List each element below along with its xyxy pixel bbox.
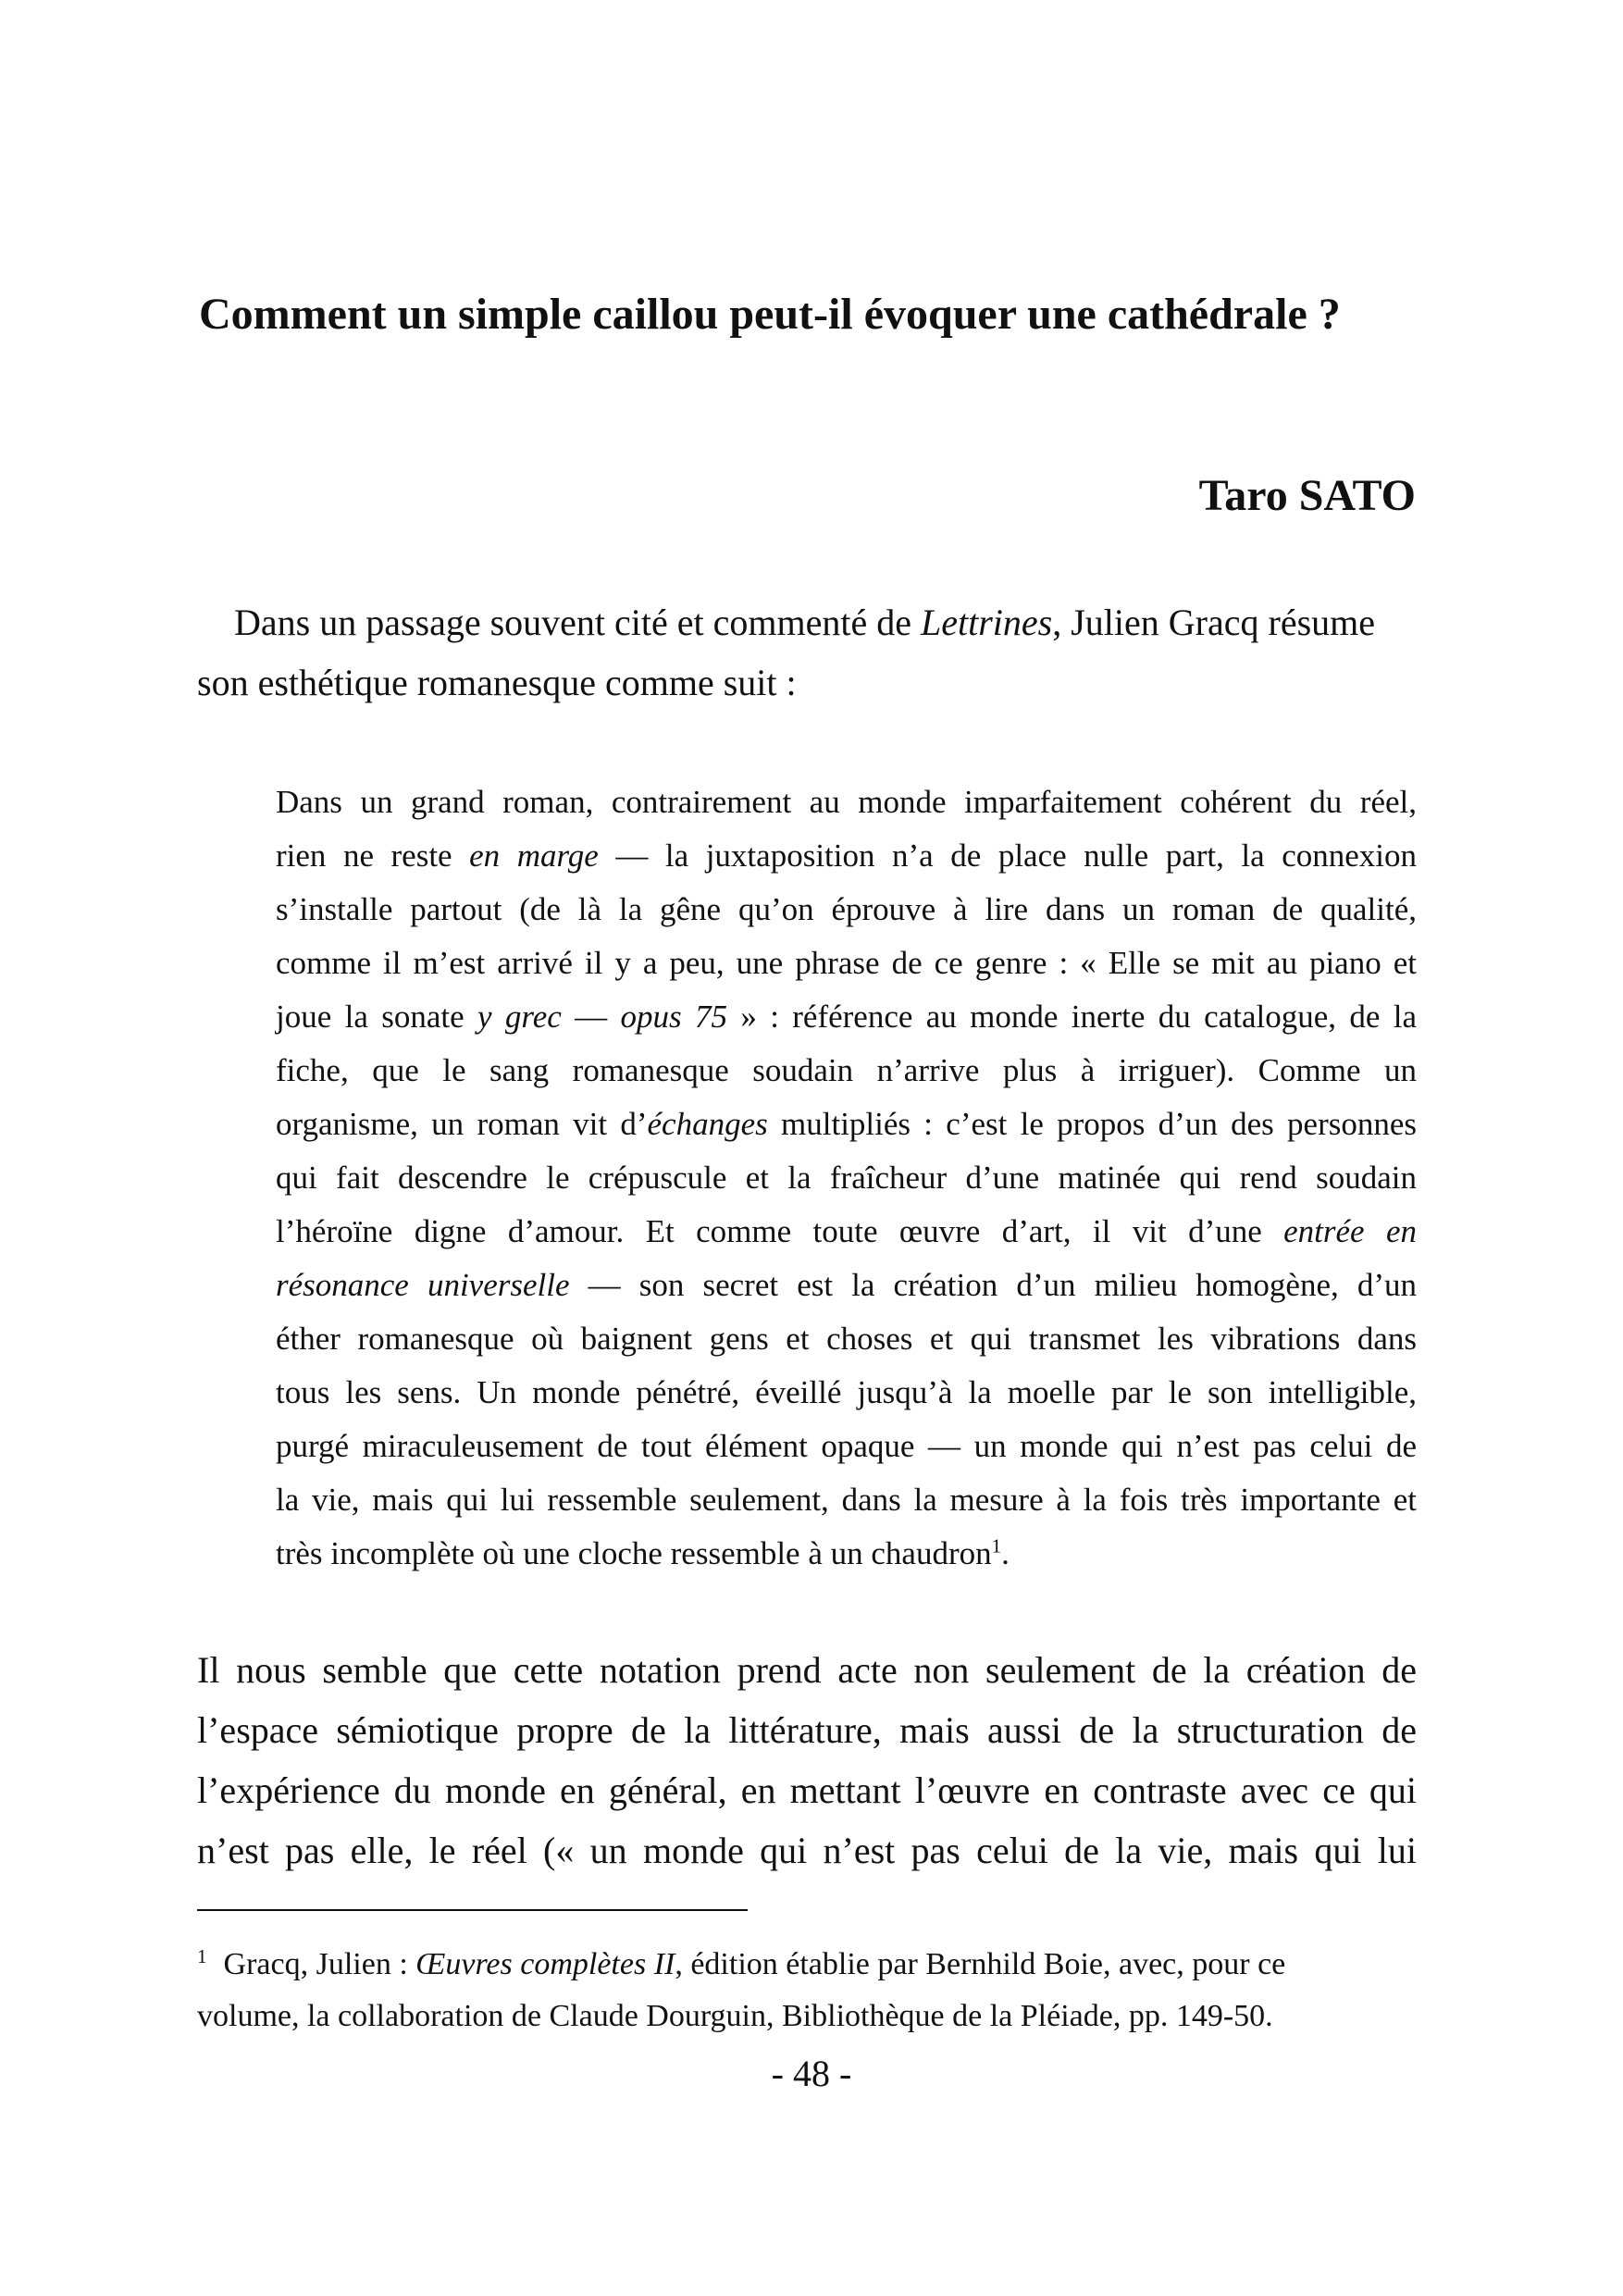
quote-line [276, 1205, 1417, 1259]
text-run: organisme, un roman vit d’ [276, 1106, 648, 1142]
quote-line [276, 1259, 1417, 1312]
italic-run: entrée en [1283, 1213, 1418, 1249]
text-run: , édition établie par Bernhild Boie, avec, pour ce [675, 1947, 1286, 1981]
quote-line: s’installe partout (de là la gêne qu’on éprouve à lire dans un roman de qualité, [276, 891, 1417, 927]
quote-line: purgé miraculeusement de tout élément opaque — un monde qui n’est pas celui de [276, 1428, 1417, 1464]
quote-line: fiche, que le sang romanesque soudain n’arrive plus à irriguer). Comme un [276, 1052, 1417, 1088]
quote-line [276, 1098, 1417, 1151]
text-run: — son secret est la création d’un milieu homogène, d’un [569, 1267, 1417, 1303]
body-line: Il nous semble que cette notation prend acte non seulement de la création de [197, 1649, 1417, 1691]
text-run: Gracq, Julien : [223, 1947, 416, 1981]
book-title-lettrines: Lettrines [921, 602, 1053, 643]
text-run: . [1001, 1535, 1010, 1571]
quote-line [276, 990, 1417, 1044]
text-run: » : référence au monde inerte du catalogue, de la [726, 999, 1417, 1035]
intro-line: son esthétique romanesque comme suit : [197, 662, 797, 703]
quote-line: comme il m’est arrivé il y a peu, une phrase de ce genre : « Elle se mit au piano et [276, 945, 1417, 981]
footnote-marker: 1 [197, 1944, 207, 1967]
text-run: — [561, 999, 621, 1035]
footnote-line [197, 1939, 1417, 1991]
italic-run: Œuvres complètes II [415, 1947, 675, 1981]
italic-run: opus 75 [620, 999, 727, 1035]
body-line: l’expérience du monde en général, en mettant l’œuvre en contraste avec ce qui [197, 1769, 1417, 1811]
body-paragraph [197, 1640, 1417, 1880]
text-run: rien ne reste [276, 838, 470, 874]
quote-line [276, 829, 1417, 883]
italic-run: en marge [469, 838, 599, 874]
footnote-line: volume, la collaboration de Claude Dourguin, Bibliothèque de la Pléiade, pp. 149-50. [197, 1999, 1273, 2033]
quote-line: tous les sens. Un monde pénétré, éveillé jusqu’à la moelle par le son intelligible, [276, 1374, 1417, 1410]
intro-paragraph [197, 592, 1417, 713]
text-run: l’héroïne digne d’amour. Et comme toute œuvre d’art, il vit d’une [276, 1213, 1284, 1249]
text-run: multipliés : c’est le propos d’un des personnes [767, 1106, 1418, 1142]
quote-line: la vie, mais qui lui ressemble seulement, dans la mesure à la fois très importante et [276, 1482, 1417, 1518]
italic-run: résonance universelle [276, 1267, 570, 1303]
quote-line: Dans un grand roman, contrairement au monde imparfaitement cohérent du réel, [276, 784, 1417, 820]
italic-run: y grec [477, 999, 562, 1035]
quote-line [276, 1527, 1417, 1581]
article-title: Comment un simple caillou peut-il évoquer une cathédrale ? [199, 290, 1341, 339]
text-run: joue la sonate [276, 999, 477, 1035]
text-run: très incomplète où une cloche ressemble à un chaudron [276, 1535, 992, 1571]
text-run: — la juxtaposition n’a de place nulle part, la connexion [598, 838, 1417, 874]
footnote [197, 1939, 1417, 2042]
quote-line: qui fait descendre le crépuscule et la fraîcheur d’une matinée qui rend soudain [276, 1160, 1417, 1196]
quote-line: éther romanesque où baignent gens et choses et qui transmet les vibrations dans [276, 1321, 1417, 1357]
body-line: n’est pas elle, le réel (« un monde qui n’est pas celui de la vie, mais qui lui [197, 1830, 1417, 1871]
page-number: - 48 - [771, 2053, 852, 2094]
author-name: Taro SATO [1198, 471, 1416, 520]
intro-line [197, 592, 1417, 652]
body-line: l’espace sémiotique propre de la littérature, mais aussi de la structuration de [197, 1709, 1417, 1751]
italic-run: échanges [647, 1106, 768, 1142]
footnote-separator [197, 1909, 748, 1911]
footnote-reference[interactable]: 1 [991, 1534, 1002, 1558]
text-run: Dans un passage souvent cité et commenté de [234, 602, 921, 643]
text-run: , Julien Gracq résume [1052, 602, 1376, 643]
block-quotation [276, 776, 1417, 1581]
